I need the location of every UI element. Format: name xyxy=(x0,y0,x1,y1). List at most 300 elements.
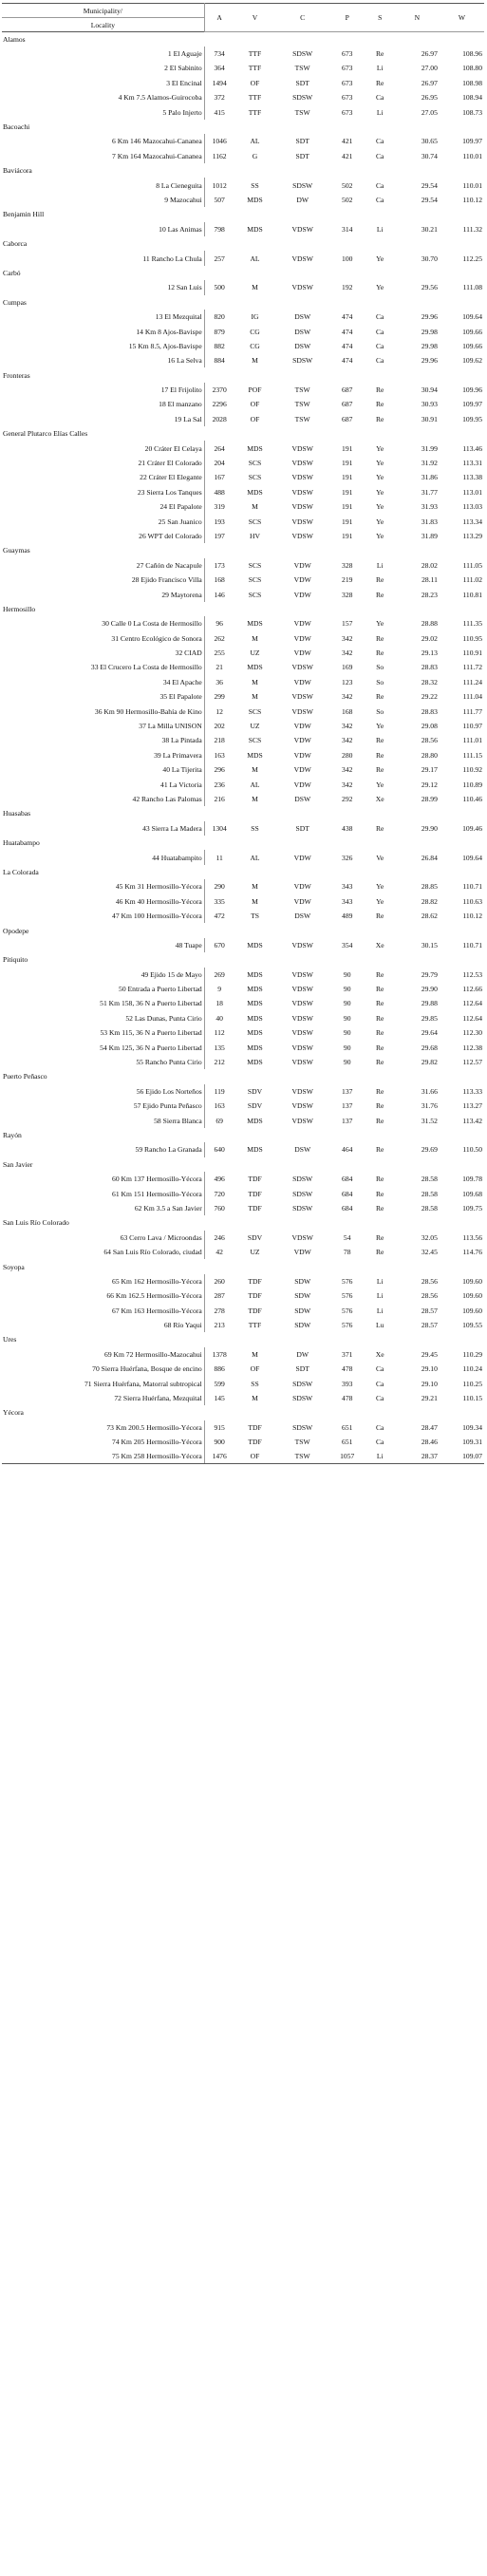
vegetation-cell: M xyxy=(252,677,258,686)
precipitation-cell: 90 xyxy=(343,969,351,979)
latitude-cell: 29.13 xyxy=(421,649,438,658)
soil-cell: So xyxy=(376,663,384,672)
climate-cell: VDSW xyxy=(291,459,313,468)
vegetation-cell: SDV xyxy=(247,1232,263,1242)
soil-cell: Ye xyxy=(376,780,384,789)
table-row xyxy=(2,1025,484,1040)
latitude-cell: 29.82 xyxy=(421,1058,438,1067)
column-header-n: N xyxy=(395,4,440,32)
municipality-row xyxy=(2,1157,484,1172)
climate-cell: DSW xyxy=(294,795,311,803)
vegetation-cell: SCS xyxy=(248,590,262,599)
municipality-row xyxy=(2,836,484,850)
municipality-row xyxy=(2,543,484,557)
climate-cell: VDSW xyxy=(291,1028,313,1038)
precipitation-cell: 90 xyxy=(343,999,351,1008)
altitude-cell: 296 xyxy=(214,765,225,775)
latitude-cell: 29.90 xyxy=(421,985,438,994)
table-row xyxy=(2,178,484,192)
table-row xyxy=(2,996,484,1010)
precipitation-cell: 328 xyxy=(342,560,353,570)
locality-cell: 46 Km 40 Hermosillo-Yécora xyxy=(2,894,204,909)
soil-cell: Li xyxy=(376,107,384,117)
municipality-name: Fronteras xyxy=(3,370,30,380)
locality-cell: 19 La Sal xyxy=(2,412,204,426)
soil-cell: Ca xyxy=(375,1364,384,1374)
locality-cell: 55 Rancho Punta Cirio xyxy=(2,1055,204,1069)
precipitation-cell: 438 xyxy=(342,823,353,833)
vegetation-cell: UZ xyxy=(250,649,260,658)
precipitation-cell: 191 xyxy=(342,517,353,526)
locality-cell: 34 El Apache xyxy=(2,675,204,689)
latitude-cell: 31.77 xyxy=(421,487,438,497)
soil-cell: Ca xyxy=(375,180,384,190)
climate-cell: SDSW xyxy=(292,1422,313,1432)
precipitation-cell: 673 xyxy=(342,107,353,117)
municipality-name: Puerto Peñasco xyxy=(3,1072,47,1081)
table-row xyxy=(2,675,484,689)
locality-cell: 75 Km 258 Hermosillo-Yécora xyxy=(2,1449,204,1463)
soil-cell: So xyxy=(376,706,384,716)
vegetation-cell: AL xyxy=(250,780,260,789)
latitude-cell: 28.99 xyxy=(421,795,438,803)
longitude-cell: 109.66 xyxy=(462,341,482,350)
latitude-cell: 28.80 xyxy=(421,750,438,760)
altitude-cell: 257 xyxy=(214,254,225,263)
altitude-cell: 163 xyxy=(214,1101,225,1111)
table-row xyxy=(2,762,484,777)
vegetation-cell: SS xyxy=(251,823,259,833)
municipality-row xyxy=(2,120,484,134)
locality-cell: 71 Sierra Huérfana, Matorral subtropical xyxy=(2,1376,204,1390)
vegetation-cell: SCS xyxy=(248,517,262,526)
soil-cell: Re xyxy=(375,1058,384,1067)
municipality-row xyxy=(2,865,484,879)
latitude-cell: 28.57 xyxy=(421,1306,438,1315)
altitude-cell: 472 xyxy=(214,912,225,921)
climate-cell: SDT xyxy=(295,137,309,146)
soil-cell: Li xyxy=(376,1291,384,1301)
precipitation-cell: 78 xyxy=(343,1248,351,1257)
soil-cell: Re xyxy=(375,1116,384,1125)
precipitation-cell: 342 xyxy=(342,780,353,789)
altitude-cell: 798 xyxy=(214,224,225,234)
locality-cell: 58 Sierra Blanca xyxy=(2,1113,204,1127)
latitude-cell: 28.58 xyxy=(421,1203,438,1213)
table-row xyxy=(2,529,484,543)
latitude-cell: 29.56 xyxy=(421,283,438,292)
altitude-cell: 670 xyxy=(214,940,225,950)
climate-cell: VDW xyxy=(293,590,311,599)
municipality-name: General Plutarco Elías Calles xyxy=(3,429,88,439)
table-row xyxy=(2,383,484,397)
locality-cell: 44 Huatabampito xyxy=(2,850,204,864)
locality-cell: 14 Km 8 Ajos-Bavispe xyxy=(2,324,204,338)
vegetation-cell: M xyxy=(252,882,258,892)
latitude-cell: 29.54 xyxy=(421,195,438,204)
vegetation-cell: MDS xyxy=(247,1043,263,1052)
climate-cell: VDSW xyxy=(291,473,313,482)
longitude-cell: 110.24 xyxy=(462,1364,482,1374)
soil-cell: Ca xyxy=(375,312,384,322)
precipitation-cell: 393 xyxy=(342,1379,353,1388)
longitude-cell: 113.46 xyxy=(462,443,482,453)
vegetation-cell: M xyxy=(252,356,258,366)
table-row xyxy=(2,1142,484,1156)
latitude-cell: 29.17 xyxy=(421,765,438,775)
soil-cell: Re xyxy=(375,1203,384,1213)
climate-cell: VDSW xyxy=(291,969,313,979)
locality-cell: 39 La Primavera xyxy=(2,748,204,762)
altitude-cell: 193 xyxy=(214,517,225,526)
longitude-cell: 111.77 xyxy=(462,706,482,716)
soil-cell: Re xyxy=(375,649,384,658)
soil-cell: Re xyxy=(375,1145,384,1155)
locality-cell: 66 Km 162.5 Hermosillo-Yécora xyxy=(2,1288,204,1303)
longitude-cell: 112.38 xyxy=(462,1043,482,1052)
longitude-cell: 111.08 xyxy=(462,283,482,292)
climate-cell: TSW xyxy=(294,64,310,73)
table-row xyxy=(2,573,484,587)
vegetation-cell: SDV xyxy=(247,1101,263,1111)
longitude-cell: 112.66 xyxy=(462,985,482,994)
locality-cell: 73 Km 200.5 Hermosillo-Yécora xyxy=(2,1420,204,1435)
precipitation-cell: 684 xyxy=(342,1189,353,1198)
column-header-v: V xyxy=(234,4,276,32)
latitude-cell: 28.37 xyxy=(395,1449,440,1463)
table-row xyxy=(2,587,484,601)
altitude-cell: 900 xyxy=(214,1438,225,1447)
table-row xyxy=(2,1303,484,1317)
municipality-row xyxy=(2,1405,484,1420)
latitude-cell: 30.91 xyxy=(421,414,438,423)
climate-cell: VDW xyxy=(293,575,311,585)
climate-cell: SDT xyxy=(295,78,309,87)
latitude-cell: 29.02 xyxy=(421,633,438,643)
longitude-cell: 112.64 xyxy=(462,1013,482,1023)
latitude-cell: 29.10 xyxy=(421,1364,438,1374)
vegetation-cell: SS xyxy=(251,1379,259,1388)
latitude-cell: 28.82 xyxy=(421,896,438,906)
vegetation-cell: CG xyxy=(250,327,260,336)
climate-cell: VDW xyxy=(293,633,311,643)
altitude-cell: 319 xyxy=(214,502,225,512)
vegetation-cell: M xyxy=(252,633,258,643)
longitude-cell: 110.91 xyxy=(462,649,482,658)
altitude-cell: 287 xyxy=(214,1291,225,1301)
climate-cell: SDSW xyxy=(292,1175,313,1184)
municipality-name: La Colorada xyxy=(3,867,39,876)
altitude-cell: 1162 xyxy=(212,151,227,160)
altitude-cell: 1494 xyxy=(212,78,227,87)
vegetation-cell: OF xyxy=(250,400,260,409)
table-row xyxy=(2,90,484,104)
climate-cell: VDW xyxy=(293,560,311,570)
longitude-cell: 109.95 xyxy=(462,414,482,423)
locality-cell: 22 Cráter El Elegante xyxy=(2,470,204,484)
table-row xyxy=(2,353,484,367)
precipitation-cell: 687 xyxy=(342,400,353,409)
vegetation-cell: SCS xyxy=(248,706,262,716)
altitude-cell: 262 xyxy=(214,633,225,643)
soil-cell: Ye xyxy=(376,473,384,482)
table-row xyxy=(2,850,484,864)
vegetation-cell: M xyxy=(252,1349,258,1359)
longitude-cell: 110.95 xyxy=(462,633,482,643)
table-row xyxy=(2,61,484,75)
municipality-name: Guaymas xyxy=(3,546,30,555)
locality-cell: 29 Maytorena xyxy=(2,587,204,601)
locality-cell: 49 Ejido 15 de Mayo xyxy=(2,968,204,982)
vegetation-cell: G xyxy=(252,151,258,160)
precipitation-cell: 292 xyxy=(342,795,353,803)
municipality-row xyxy=(2,207,484,221)
altitude-cell: 36 xyxy=(215,677,223,686)
vegetation-cell: TDF xyxy=(248,1189,262,1198)
climate-cell: VDSW xyxy=(291,224,313,234)
altitude-cell: 2296 xyxy=(212,400,227,409)
soil-cell: Re xyxy=(375,765,384,775)
municipality-name: Bacoachi xyxy=(3,122,30,132)
latitude-cell: 29.85 xyxy=(421,1013,438,1023)
altitude-cell: 500 xyxy=(214,283,225,292)
soil-cell: Re xyxy=(375,414,384,423)
municipality-name: Carbó xyxy=(3,268,21,277)
vegetation-cell: CG xyxy=(250,341,260,350)
vegetation-cell: MDS xyxy=(247,985,263,994)
soil-cell: Li xyxy=(376,1276,384,1286)
soil-cell: Re xyxy=(375,969,384,979)
altitude-cell: 197 xyxy=(214,531,225,540)
precipitation-cell: 191 xyxy=(342,502,353,512)
locality-cell: 17 El Frijolito xyxy=(2,383,204,397)
table-row xyxy=(2,777,484,791)
climate-cell: VDSW xyxy=(291,1013,313,1023)
soil-cell: Ye xyxy=(376,283,384,292)
altitude-cell: 1378 xyxy=(212,1349,227,1359)
table-row xyxy=(2,558,484,573)
precipitation-cell: 464 xyxy=(342,1145,353,1155)
longitude-cell: 110.71 xyxy=(462,940,482,950)
table-row xyxy=(2,631,484,646)
climate-cell: VDSW xyxy=(291,1043,313,1052)
vegetation-cell: M xyxy=(252,502,258,512)
altitude-cell: 216 xyxy=(214,795,225,803)
table-row xyxy=(2,938,484,952)
climate-cell: VDW xyxy=(293,1248,311,1257)
climate-cell: VDW xyxy=(293,780,311,789)
table-row xyxy=(2,733,484,747)
altitude-cell: 372 xyxy=(214,93,225,103)
latitude-cell: 28.88 xyxy=(421,619,438,629)
altitude-cell: 415 xyxy=(214,107,225,117)
table-row xyxy=(2,1362,484,1376)
soil-cell: Ca xyxy=(375,1422,384,1432)
latitude-cell: 28.02 xyxy=(421,560,438,570)
soil-cell: Ca xyxy=(375,1379,384,1388)
municipality-name: Huatabampo xyxy=(3,838,40,848)
soil-cell: Li xyxy=(376,560,384,570)
locality-cell: 6 Km 146 Mazocahui-Cananea xyxy=(2,134,204,148)
precipitation-cell: 576 xyxy=(342,1276,353,1286)
municipality-row xyxy=(2,952,484,967)
table-row xyxy=(2,1172,484,1186)
precipitation-cell: 342 xyxy=(342,692,353,702)
longitude-cell: 113.42 xyxy=(462,1116,482,1125)
vegetation-cell: MDS xyxy=(247,969,263,979)
longitude-cell: 110.46 xyxy=(462,795,482,803)
climate-cell: VDSW xyxy=(291,706,313,716)
table-row xyxy=(2,280,484,294)
vegetation-cell: MDS xyxy=(247,663,263,672)
table-row xyxy=(2,909,484,923)
locality-cell: 30 Calle 0 La Costa de Hermosillo xyxy=(2,616,204,630)
soil-cell: Ye xyxy=(376,722,384,731)
soil-cell: Ye xyxy=(376,517,384,526)
soil-cell: Re xyxy=(375,692,384,702)
latitude-cell: 29.88 xyxy=(421,999,438,1008)
precipitation-cell: 342 xyxy=(342,633,353,643)
municipality-name: Rayón xyxy=(3,1130,22,1139)
municipality-name: Alamos xyxy=(3,34,26,44)
climate-cell: SDW xyxy=(294,1321,311,1330)
table-row xyxy=(2,251,484,265)
locality-header: Locality xyxy=(2,18,204,32)
climate-cell: SDW xyxy=(294,1291,311,1301)
latitude-cell: 29.79 xyxy=(421,969,438,979)
climate-cell: VDSW xyxy=(291,663,313,672)
longitude-cell: 112.30 xyxy=(462,1028,482,1038)
table-row xyxy=(2,689,484,704)
locality-cell: 33 El Crucero La Costa de Hermosillo xyxy=(2,660,204,674)
climate-cell: DW xyxy=(296,195,309,204)
climate-cell: SDSW xyxy=(292,1203,313,1213)
altitude-cell: 364 xyxy=(214,64,225,73)
soil-cell: Li xyxy=(365,1449,395,1463)
locality-cell: 4 Km 7.5 Alamos-Guirocoba xyxy=(2,90,204,104)
soil-cell: Ca xyxy=(375,356,384,366)
locality-cell: 65 Km 162 Hermosillo-Yécora xyxy=(2,1274,204,1288)
soil-cell: Ca xyxy=(375,1394,384,1403)
longitude-cell: 112.57 xyxy=(462,1058,482,1067)
locality-cell: 56 Ejido Los Norteños xyxy=(2,1084,204,1099)
climate-cell: SDW xyxy=(294,1306,311,1315)
locality-cell: 27 Cañón de Nacapule xyxy=(2,558,204,573)
table-row xyxy=(2,339,484,353)
latitude-cell: 29.98 xyxy=(421,327,438,336)
soil-cell: Re xyxy=(375,575,384,585)
altitude-cell: 1476 xyxy=(204,1449,234,1463)
climate-cell: VDSW xyxy=(291,1116,313,1125)
latitude-cell: 30.21 xyxy=(421,224,438,234)
precipitation-cell: 502 xyxy=(342,195,353,204)
municipality-row xyxy=(2,1215,484,1230)
table-row xyxy=(2,660,484,674)
table-row xyxy=(2,1011,484,1025)
municipality-name: Benjamin Hill xyxy=(3,210,45,219)
precipitation-cell: 576 xyxy=(342,1306,353,1315)
table-row xyxy=(2,104,484,119)
vegetation-cell: AL xyxy=(250,137,260,146)
longitude-cell: 110.63 xyxy=(462,896,482,906)
precipitation-cell: 421 xyxy=(342,151,353,160)
altitude-cell: 599 xyxy=(214,1379,225,1388)
municipality-row xyxy=(2,1259,484,1273)
climate-cell: VDW xyxy=(293,882,311,892)
soil-cell: Xe xyxy=(375,940,384,950)
precipitation-cell: 1057 xyxy=(329,1449,365,1463)
longitude-cell: 111.04 xyxy=(462,692,482,702)
altitude-cell: 173 xyxy=(214,560,225,570)
locality-cell: 38 La Pintada xyxy=(2,733,204,747)
climate-cell: SDSW xyxy=(292,1189,313,1198)
altitude-cell: 218 xyxy=(214,736,225,745)
table-row xyxy=(2,748,484,762)
municipality-row xyxy=(2,295,484,310)
table-row xyxy=(2,1186,484,1200)
altitude-cell: 213 xyxy=(214,1321,225,1330)
longitude-cell: 109.78 xyxy=(462,1175,482,1184)
soil-cell: Re xyxy=(375,750,384,760)
vegetation-cell: TDF xyxy=(248,1438,262,1447)
table-row xyxy=(2,1435,484,1449)
vegetation-cell: OF xyxy=(234,1449,276,1463)
precipitation-cell: 502 xyxy=(342,180,353,190)
table-row xyxy=(2,1040,484,1054)
climate-cell: VDSW xyxy=(291,443,313,453)
table-row xyxy=(2,616,484,630)
precipitation-cell: 687 xyxy=(342,414,353,423)
locality-cell: 60 Km 137 Hermosillo-Yécora xyxy=(2,1172,204,1186)
longitude-cell: 113.29 xyxy=(462,531,482,540)
altitude-cell: 9 xyxy=(217,985,222,994)
longitude-cell: 111.05 xyxy=(462,560,482,570)
latitude-cell: 27.05 xyxy=(421,107,438,117)
municipality-row xyxy=(2,923,484,937)
precipitation-cell: 328 xyxy=(342,590,353,599)
table-row xyxy=(2,894,484,909)
vegetation-cell: TTF xyxy=(248,107,262,117)
altitude-cell: 167 xyxy=(214,473,225,482)
altitude-cell: 278 xyxy=(214,1306,225,1315)
table-row xyxy=(2,456,484,470)
table-row xyxy=(2,499,484,514)
latitude-cell: 26.84 xyxy=(421,853,438,862)
soil-cell: Re xyxy=(375,78,384,87)
soil-cell: Re xyxy=(375,1043,384,1052)
precipitation-cell: 342 xyxy=(342,649,353,658)
soil-cell: Re xyxy=(375,1028,384,1038)
altitude-cell: 21 xyxy=(215,663,223,672)
soil-cell: Re xyxy=(375,823,384,833)
longitude-cell: 109.31 xyxy=(462,1438,482,1447)
longitude-cell: 109.55 xyxy=(462,1321,482,1330)
vegetation-cell: TDF xyxy=(248,1306,262,1315)
climate-cell: SDSW xyxy=(292,1379,313,1388)
locality-cell: 21 Cráter El Colorado xyxy=(2,456,204,470)
precipitation-cell: 168 xyxy=(342,706,353,716)
locality-cell: 8 La Cieneguita xyxy=(2,178,204,192)
soil-cell: Re xyxy=(375,385,384,395)
climate-cell: VDSW xyxy=(291,531,313,540)
vegetation-cell: MDS xyxy=(247,1028,263,1038)
table-row xyxy=(2,1318,484,1332)
soil-cell: Re xyxy=(375,590,384,599)
table-row xyxy=(2,1055,484,1069)
climate-cell: DSW xyxy=(294,327,311,336)
altitude-cell: 760 xyxy=(214,1203,225,1213)
altitude-cell: 145 xyxy=(214,1394,225,1403)
